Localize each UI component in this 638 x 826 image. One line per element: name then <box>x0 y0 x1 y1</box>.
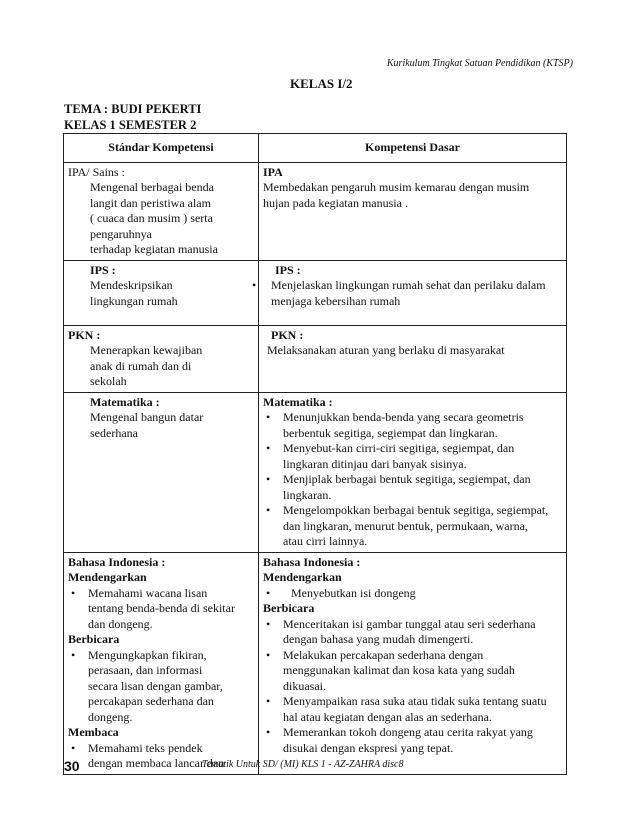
cell-ips-basic <box>259 260 567 325</box>
text-line: langit dan peristiwa alam <box>90 195 211 210</box>
page-number: 30 <box>64 758 80 774</box>
class-heading: KELAS I/2 <box>290 76 353 91</box>
text-line: • Menyampaikan rasa suka atau tidak suka tentang suatu <box>283 694 547 708</box>
text-line: • Menyebut-kan cirri-ciri segitiga, segiempat, dan <box>283 441 515 455</box>
table-row-ips <box>64 260 567 325</box>
footer-text: Tematik Untuk SD/ (MI) KLS 1 - AZ-ZAHRA disc8 <box>202 759 404 770</box>
ips-right-title: IPS : <box>275 262 301 277</box>
text-line: Menerapkan kewajiban <box>90 343 203 357</box>
text-line: hujan pada kegiatan manusia . <box>263 195 408 210</box>
list-item <box>249 278 562 309</box>
table-row-pkn <box>64 325 567 392</box>
list-item <box>263 472 562 503</box>
text-line: Mengenal bangun datar <box>90 410 204 424</box>
cell-pkn-standard <box>64 325 259 392</box>
text-line: menggunakan kalimat dan kosa kata yang sudah <box>283 663 515 677</box>
text-line: dengan bahasa yang mudah dimengerti. <box>283 632 474 646</box>
text-line: • Menjelaskan lingkungan rumah sehat dan perilaku dalam <box>271 278 546 292</box>
text-line: • Mengelompokkan berbagai bentuk segitiga, segiempat, <box>283 503 549 517</box>
bi-right-sub-listening: Mendengarkan <box>263 570 342 584</box>
list-item <box>263 586 562 602</box>
mat-left-title: Matematika : <box>90 394 160 409</box>
text-line: terhadap kegiatan manusia <box>90 242 218 256</box>
text-line: berbentuk segitiga, segiempat dan lingkaran. <box>283 425 498 440</box>
ips-left-block <box>68 263 254 310</box>
list-item <box>263 617 562 648</box>
list-item <box>68 586 254 633</box>
text-line: Melaksanakan aturan yang berlaku di masyarakat <box>267 343 505 357</box>
table-row-matematika <box>64 392 567 552</box>
text-line: perasaan, dan informasi <box>88 663 203 677</box>
text-line: • Memahami teks pendek <box>88 740 203 755</box>
ips-left-title: IPS : <box>90 262 116 277</box>
text-line: • Memahami wacana lisan <box>88 585 208 600</box>
list-item <box>263 694 562 725</box>
bi-left-sub-speaking: Berbicara <box>68 632 120 646</box>
text-line: Mengenal berbagai benda <box>90 180 214 194</box>
bi-left-sub-listening: Mendengarkan <box>68 570 147 584</box>
text-line: • Mengungkapkan fikiran, <box>88 647 207 662</box>
mat-right-title: Matematika : <box>263 394 333 409</box>
text-line: percakapan sederhana dan <box>88 694 214 708</box>
text-line: pengaruhnya <box>90 226 152 241</box>
text-line: menjaga kebersihan rumah <box>271 293 401 308</box>
col-basic: Kompetensi Dasar <box>259 134 567 163</box>
competency-table <box>63 133 567 775</box>
table-header-row <box>64 134 567 163</box>
text-line: • Menceritakan isi gambar tunggal atau seri sederhana <box>283 616 536 631</box>
cell-ipa-standard <box>64 162 259 260</box>
text-line: lingkaran. <box>283 487 332 502</box>
cell-mat-basic <box>259 392 567 552</box>
ipa-right-title: IPA <box>263 164 283 179</box>
bi-left-sub-reading: Membaca <box>68 725 119 739</box>
text-line: dan dongeng. <box>88 616 153 631</box>
list-item <box>263 410 562 441</box>
text-line: • Memerankan tokoh dongeng atau cerita rakyat yang <box>283 725 533 739</box>
table-row-ipa <box>64 162 567 260</box>
cell-mat-standard <box>64 392 259 552</box>
text-line: dan lingkaran, menurut bentuk, permukaan, warna, <box>283 518 528 533</box>
pkn-right-title: PKN : <box>271 327 304 342</box>
cell-ips-standard <box>64 260 259 325</box>
text-line: ( cuaca dan musim ) serta <box>90 211 213 225</box>
text-line: Mendeskripsikan <box>90 278 173 292</box>
list-item <box>68 648 254 726</box>
text-line: sederhana <box>90 425 138 440</box>
text-line: disukai dengan ekspresi yang tepat. <box>283 740 454 755</box>
text-line: dikuasai. <box>283 678 326 693</box>
text-line: sekolah <box>90 374 127 388</box>
text-line: • Menjiplak berbagai bentuk segitiga, segiempat, dan <box>283 472 531 486</box>
mat-left-block <box>68 395 254 442</box>
list-item <box>263 441 562 472</box>
text-line: Membedakan pengaruh musim kemarau dengan musim <box>263 180 530 194</box>
text-line: atau cirri lainnya. <box>283 534 368 548</box>
text-line: hal atau kegiatan dengan alas an sederhana. <box>283 709 492 724</box>
text-line: • Menyebutkan isi dongeng <box>291 585 416 600</box>
theme-title: TEMA : BUDI PEKERTI <box>64 102 202 116</box>
curriculum-header: Kurikulum Tingkat Satuan Pendidikan (KTSP) <box>386 58 573 69</box>
text-line: anak di rumah dan di <box>90 358 192 373</box>
text-line: • Melakukan percakapan sederhana dengan <box>283 647 484 662</box>
list-item <box>263 648 562 695</box>
ipa-left-text <box>68 180 254 258</box>
text-line: tentang benda-benda di sekitar <box>88 601 235 615</box>
pkn-left-text <box>68 343 254 390</box>
cell-bi-standard <box>64 552 259 774</box>
cell-pkn-basic <box>259 325 567 392</box>
theme-block <box>64 101 201 133</box>
cell-bi-basic <box>259 552 567 774</box>
list-item <box>263 503 562 550</box>
text-line: dengan membaca lancar dan <box>88 756 225 770</box>
col-standard: Stándar Kompetensi <box>64 134 259 163</box>
table-row-bahasa-indonesia <box>64 552 567 774</box>
pkn-left-title: PKN : <box>68 327 101 342</box>
list-item <box>263 725 562 756</box>
cell-ipa-basic <box>259 162 567 260</box>
bi-right-title: Bahasa Indonesia : <box>263 554 361 569</box>
ipa-left-title: IPA/ Sains : <box>68 164 125 179</box>
text-line: lingkungan rumah <box>90 293 178 308</box>
text-line: • Menunjukkan benda-benda yang secara geometris <box>283 410 524 424</box>
bi-left-title: Bahasa Indonesia : <box>68 554 166 569</box>
text-line: lingkaran ditinjau dari banyak sisinya. <box>283 456 467 471</box>
class-semester: KELAS 1 SEMESTER 2 <box>64 118 197 132</box>
bi-right-sub-speaking: Berbicara <box>263 601 315 615</box>
text-line: dongeng. <box>88 709 133 724</box>
text-line: secara lisan dengan gambar, <box>88 678 223 693</box>
